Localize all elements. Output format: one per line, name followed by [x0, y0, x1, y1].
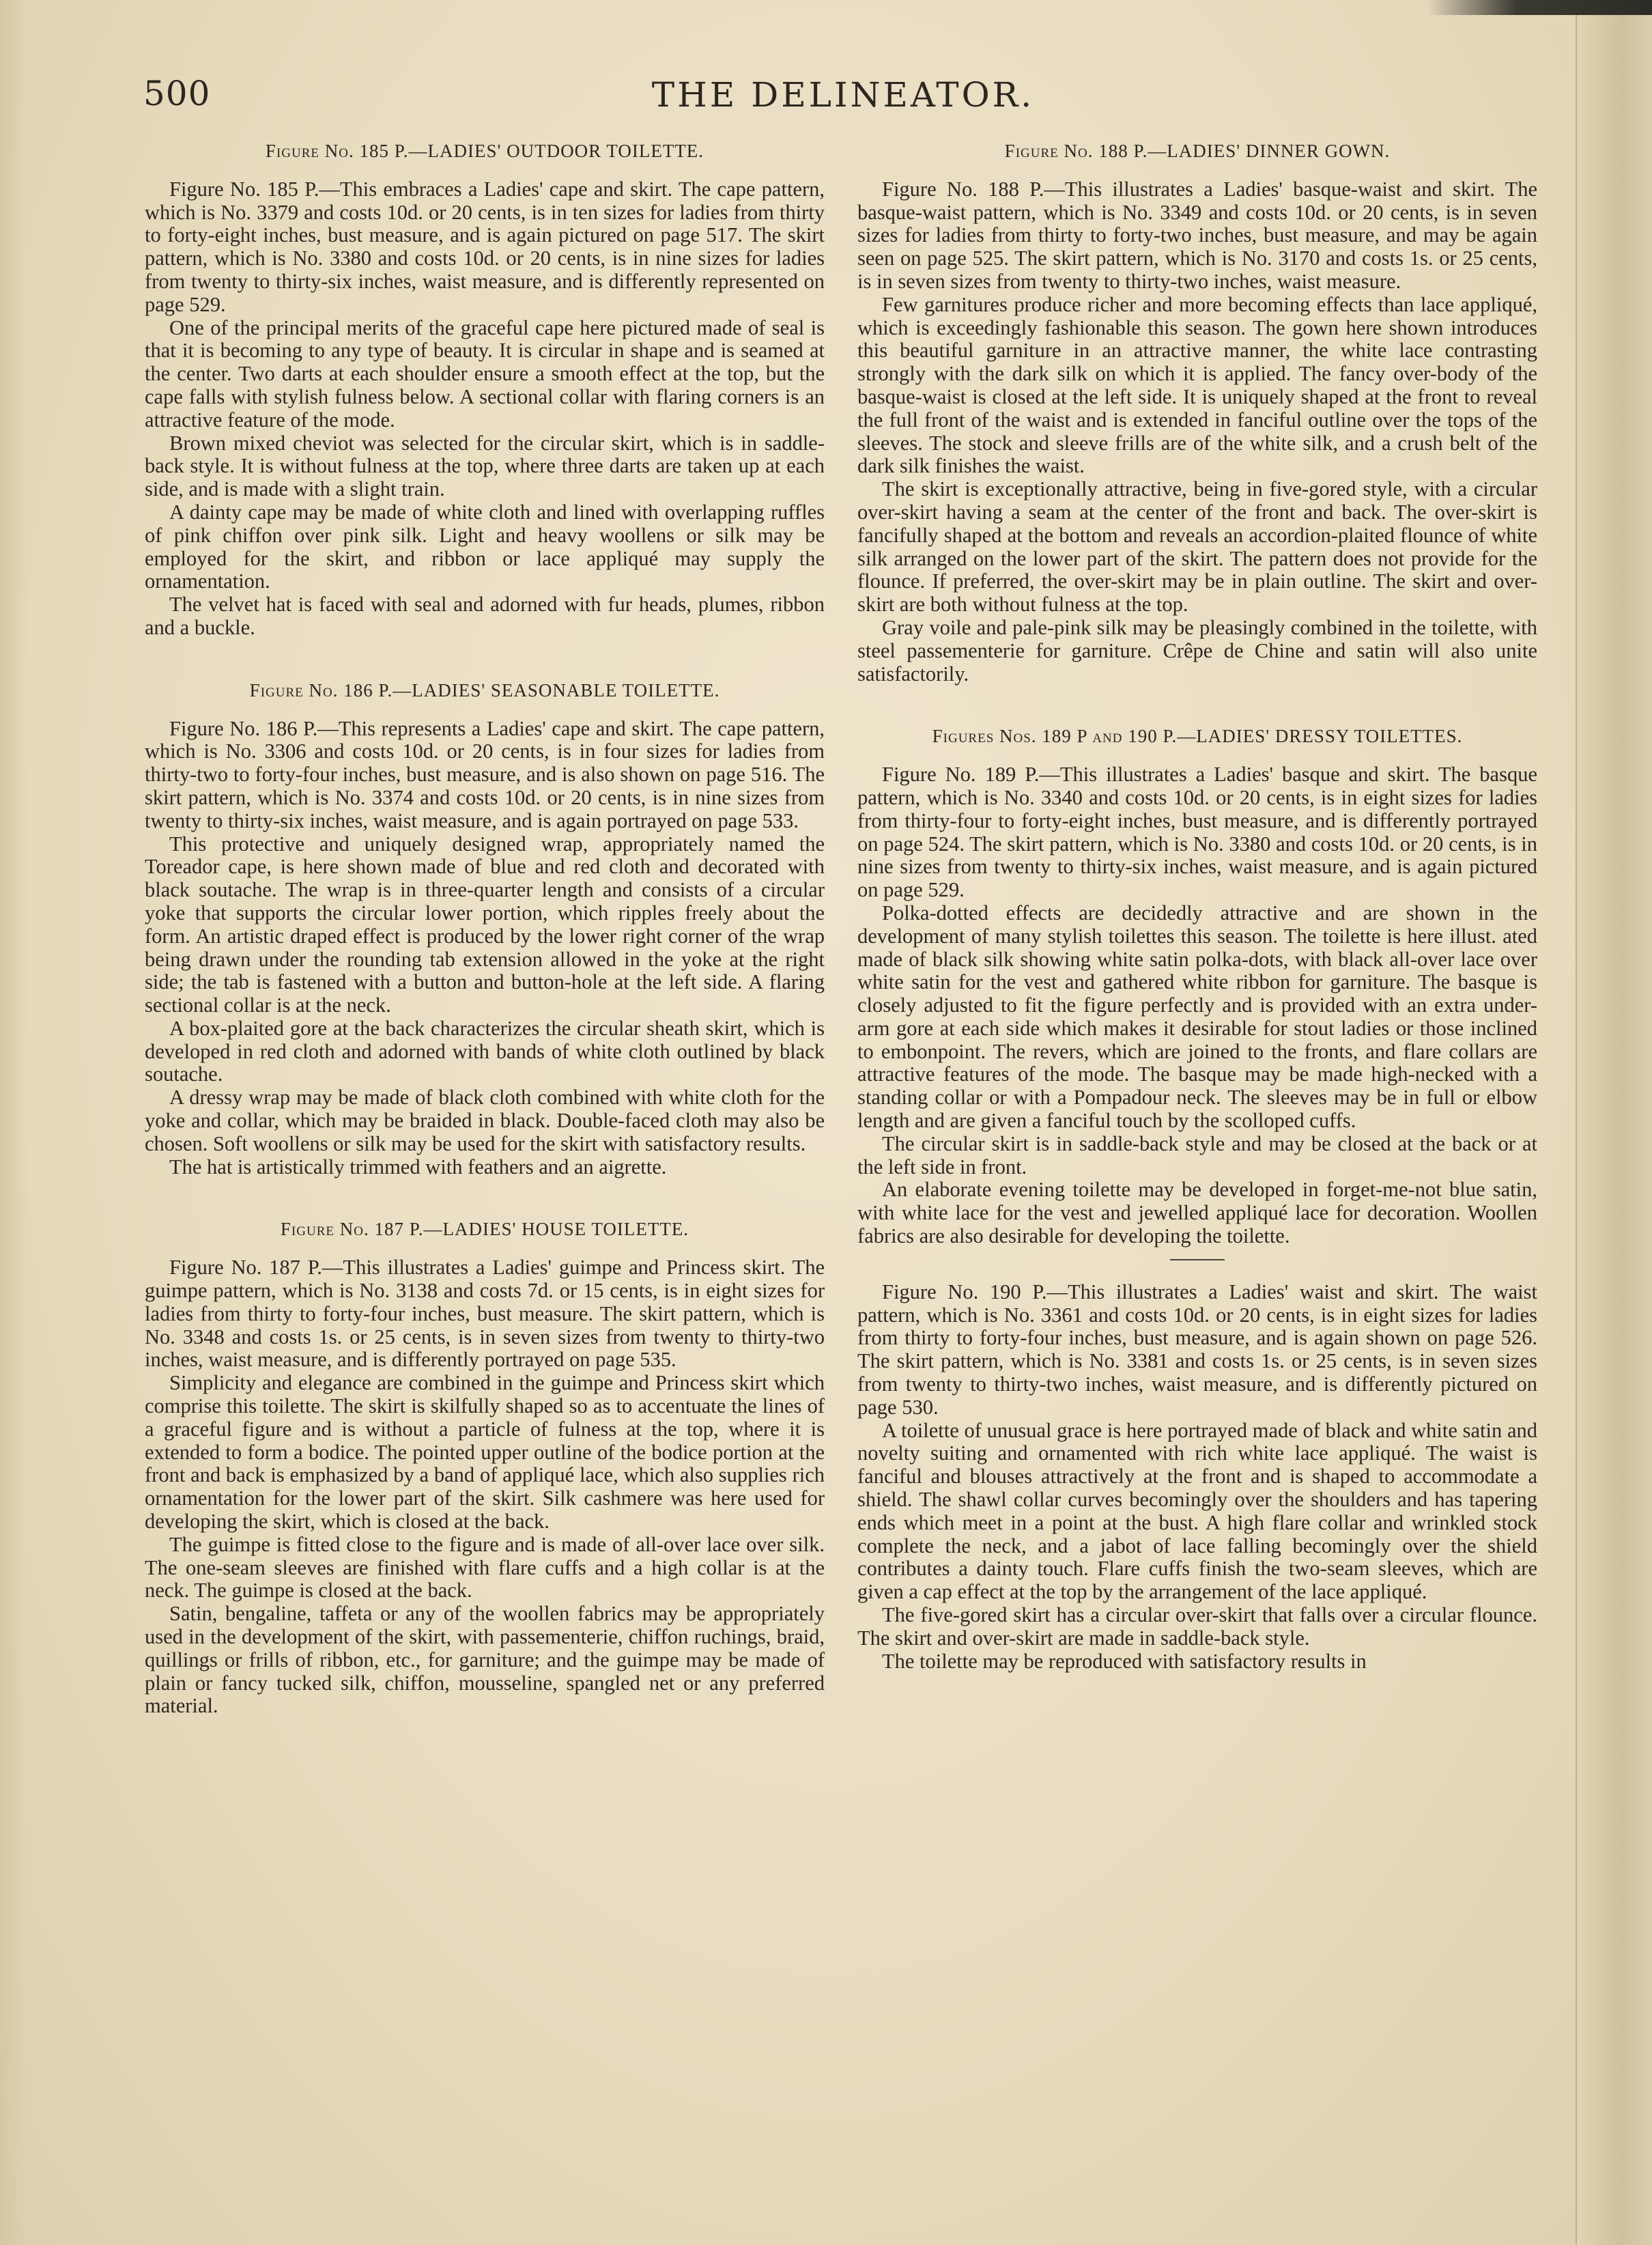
fig187-paragraph-1: Figure No. 187 P.—This illustrates a Ladies' guimpe and Princess skirt. The guimpe pattern, which is No. 3138 and costs 7d. or 15 cents, is in eight sizes for ladies from thirty to forty-four inches, bust measure. The skirt pattern, which is No. 3348 and costs 1s. or 25 cents, is in seven sizes from twenty to thirty-two inches, waist measure, and is differently portrayed on page 535. — [145, 1256, 825, 1372]
left-column — [145, 140, 825, 1718]
fig188-paragraph-2: Few garnitures produce richer and more becoming effects than lace appliqué, which is exceedingly fashionable this season. The gown here shown introduces this beautiful garniture in an attractive manner, the white lace contrasting strongly with the dark silk on which it is applied. The fancy over-body of the basque-waist is closed at the left side. It is uniquely shaped at the front to reveal the full front of the waist and is extended in fanciful outline over the tops of the sleeves. The stock and sleeve frills are of the white silk, and a crush belt of the dark silk finishes the waist. — [857, 292, 1537, 478]
fig189-paragraph-4: An elaborate evening toilette may be developed in forget-me-not blue satin, with white lace for the vest and jewelled appliqué lace for decoration. Woollen fabrics are also desirable for developing the toilette. — [857, 1178, 1537, 1248]
fig186-paragraph-3: A box-plaited gore at the back characterizes the circular sheath skirt, which is developed in red cloth and adorned with bands of white cloth outlined by black soutache. — [145, 1016, 825, 1086]
fig188-paragraph-3: The skirt is exceptionally attractive, being in five-gored style, with a circular over-skirt having a seam at the center of the front and back. The over-skirt is fancifully shaped at the bottom and reveals an accordion-plaited flounce of white silk arranged on the lower part of the skirt. The pattern does not provide for the flounce. If preferred, the over-skirt may be in plain outline. The skirt and over-skirt are both without fulness at the top. — [857, 477, 1537, 617]
fig186-paragraph-5: The hat is artistically trimmed with feathers and an aigrette. — [169, 1155, 667, 1178]
fig185-paragraph-3: Brown mixed cheviot was selected for the circular skirt, which is in saddle-back style. It is without fulness at the top, where three darts are taken up at each side, and is made with a slight train. — [145, 431, 825, 501]
fig186-paragraph-4: A dressy wrap may be made of black cloth combined with white cloth for the yoke and collar, which may be braided in black. Double-faced cloth may also be chosen. Soft woollens or silk may be used for the skirt with satisfactory results. — [145, 1086, 825, 1155]
fig185-paragraph-5: The velvet hat is faced with seal and adorned with fur heads, plumes, ribbon and a buckle. — [145, 593, 825, 639]
fig186-paragraph-1: Figure No. 186 P.—This represents a Ladies' cape and skirt. The cape pattern, which is No. 3306 and costs 10d. or 20 cents, is in four sizes for ladies from thirty-two to forty-four inches, bust measure, and is also shown on page 516. The skirt pattern, which is No. 3374 and costs 10d. or 20 cents, is in nine sizes from twenty to thirty-six inches, waist measure, and is again portrayed on page 533. — [145, 716, 825, 832]
fig190-paragraph-1: Figure No. 190 P.—This illustrates a Ladies' waist and skirt. The waist pattern, which is No. 3361 and costs 10d. or 20 cents, is in eight sizes for ladies from thirty to forty-four inches, bust measure, and is again shown on page 526. The skirt pattern, which is No. 3381 and costs 1s. or 25 cents, is in seven sizes from twenty to thirty-two inches, waist measure, and is differently pictured on page 530. — [857, 1280, 1537, 1419]
fig187-paragraph-2: Simplicity and elegance are combined in the guimpe and Princess skirt which comprise this toilette. The skirt is skilfully shaped so as to accentuate the lines of a graceful figure and is without a particle of fulness at the top, where it is extended to form a bodice. The pointed upper outline of the bodice portion at the front and back is emphasized by a band of appliqué lace, which also supplies rich ornamentation for the lower part of the skirt. Silk cashmere was here used for developing the skirt, which is closed at the back. — [145, 1371, 825, 1534]
page-right-edge — [1576, 0, 1652, 2245]
fig189-paragraph-2: Polka-dotted effects are decidedly attractive and are shown in the development of many stylish toilettes this season. The toilette is here illust. ated made of black silk showing white satin polka-dots, with black all-over lace over white satin for the vest and gathered white ribbon for garniture. The basque is closely adjusted to fit the figure perfectly and is provided with an extra under-arm gore at each side which makes it desirable for stout ladies or those inclined to embonpoint. The revers, which are joined to the fronts, and flare collars are attractive features of the mode. The basque may be made high-necked with a standing collar or with a Pompadour neck. The sleeves may be in full or elbow length and are given a fanciful touch by the scolloped cuffs. — [857, 901, 1537, 1133]
section-divider-rule — [1170, 1259, 1225, 1260]
section-gap — [857, 686, 1537, 709]
fig185-paragraph-4: A dainty cape may be made of white cloth and lined with overlapping ruffles of pink chiffon over pink silk. Light and heavy woollens or silk may be employed for the skirt, and ribbon or lace appliqué may supply the ornamentation. — [145, 500, 825, 593]
page-left-wear — [0, 0, 27, 2245]
fig185-paragraph-1: Figure No. 185 P.—This embraces a Ladies' cape and skirt. The cape pattern, which is No. 3379 and costs 10d. or 20 cents, is in ten sizes for ladies from thirty to forty-eight inches, bust measure, and is again pictured on page 517. The skirt pattern, which is No. 3380 and costs 10d. or 20 cents, is in nine sizes for ladies from twenty to thirty-six inches, waist measure, and is differently represented on page 529. — [145, 177, 825, 316]
section-gap — [145, 1178, 825, 1202]
page-header — [143, 68, 1543, 123]
fig189-paragraph-3: The circular skirt is in saddle-back style and may be closed at the back or at the left side in front. — [857, 1131, 1537, 1178]
fig190-paragraph-4: The toilette may be reproduced with satisfactory results in — [882, 1649, 1367, 1673]
section-gap — [145, 640, 825, 663]
fig188-paragraph-1: Figure No. 188 P.—This illustrates a Ladies' basque-waist and skirt. The basque-waist pattern, which is No. 3349 and costs 10d. or 20 cents, is in seven sizes for ladies from thirty to forty-two inches, bust measure, and may be again seen on page 525. The skirt pattern, which is No. 3170 and costs 1s. or 25 cents, is in seven sizes from twenty to thirty-two inches, waist measure. — [857, 177, 1537, 293]
fig188-heading: Figure No. 188 P.—LADIES' DINNER GOWN. — [1004, 141, 1391, 161]
fig187-paragraph-3: The guimpe is fitted close to the figure and is made of all-over lace over silk. The one-seam sleeves are finished with flare cuffs and a high collar is at the neck. The guimpe is closed at the back. — [145, 1532, 825, 1602]
fig185-heading: Figure No. 185 P.—LADIES' OUTDOOR TOILETTE. — [265, 141, 704, 161]
fig186-heading: Figure No. 186 P.—LADIES' SEASONABLE TOILETTE. — [249, 679, 720, 701]
page-number: 500 — [143, 74, 211, 113]
fig187-heading: Figure No. 187 P.—LADIES' HOUSE TOILETTE. — [280, 1219, 689, 1240]
fig188-paragraph-4: Gray voile and pale-pink silk may be pleasingly combined in the toilette, with steel passementerie for garniture. Crêpe de Chine and satin will also unite satisfactorily. — [857, 615, 1537, 686]
fig190-paragraph-3: The five-gored skirt has a circular over-skirt that falls over a circular flounce. The skirt and over-skirt are made in saddle-back style. — [857, 1603, 1537, 1650]
right-column — [857, 140, 1537, 1673]
fig187-paragraph-4: Satin, bengaline, taffeta or any of the woollen fabrics may be appropriately used in the development of the skirt, with passementerie, chiffon ruchings, braid, quillings or frills of ribbon, etc., for garniture; and the guimpe may be made of plain or fancy tucked silk, chiffon, mousseline, spangled net or any preferred material. — [145, 1602, 825, 1718]
fig190-paragraph-2: A toilette of unusual grace is here portrayed made of black and white satin and novelty suiting and ornamented with rich white lace appliqué. The waist is fanciful and blouses attractively at the front and is shaped to accommodate a shield. The shawl collar curves becomingly over the shoulders and has tapering ends which meet in a point at the bust. A high flare collar and wrinkled stock complete the neck, and a jabot of lace falling becomingly over the shield contributes a dainty touch. Flare cuffs finish the two-seam sleeves, which are given a cap effect at the top by the arrangement of the lace appliqué. — [857, 1418, 1537, 1604]
fig185-paragraph-2: One of the principal merits of the graceful cape here pictured made of seal is that it is becoming to any type of beauty. It is circular in shape and is seamed at the center. Two darts at each shoulder ensure a smooth effect at the top, but the cape falls with stylish fulness below. A sectional collar with flaring corners is an attractive feature of the mode. — [145, 315, 825, 432]
scan-top-shadow — [1427, 0, 1652, 15]
fig189-paragraph-1: Figure No. 189 P.—This illustrates a Ladies' basque and skirt. The basque pattern, which is No. 3340 and costs 10d. or 20 cents, is in eight sizes for ladies from thirty-four to forty-eight inches, bust measure, and is differently portrayed on page 524. The skirt pattern, which is No. 3380 and costs 10d. or 20 cents, is in nine sizes from twenty to thirty-six inches, waist measure, and is again pictured on page 529. — [857, 763, 1537, 902]
fig186-paragraph-2: This protective and uniquely designed wrap, appropriately named the Toreador cape, is here shown made of blue and red cloth and decorated with black soutache. The wrap is in three-quarter length and consists of a circular yoke that supports the circular lower portion, which ripples freely about the form. An artistic draped effect is produced by the lower right corner of the wrap being drawn under the rounding tab extension allowed in the yoke at the right side; the tab is fastened with a button and button-hole at the left side. A flaring sectional collar is at the neck. — [145, 832, 825, 1017]
fig189-190-heading: Figures Nos. 189 P and 190 P.—LADIES' DRESSY TOILETTES. — [932, 726, 1463, 747]
page-title: THE DELINEATOR. — [651, 75, 1035, 115]
